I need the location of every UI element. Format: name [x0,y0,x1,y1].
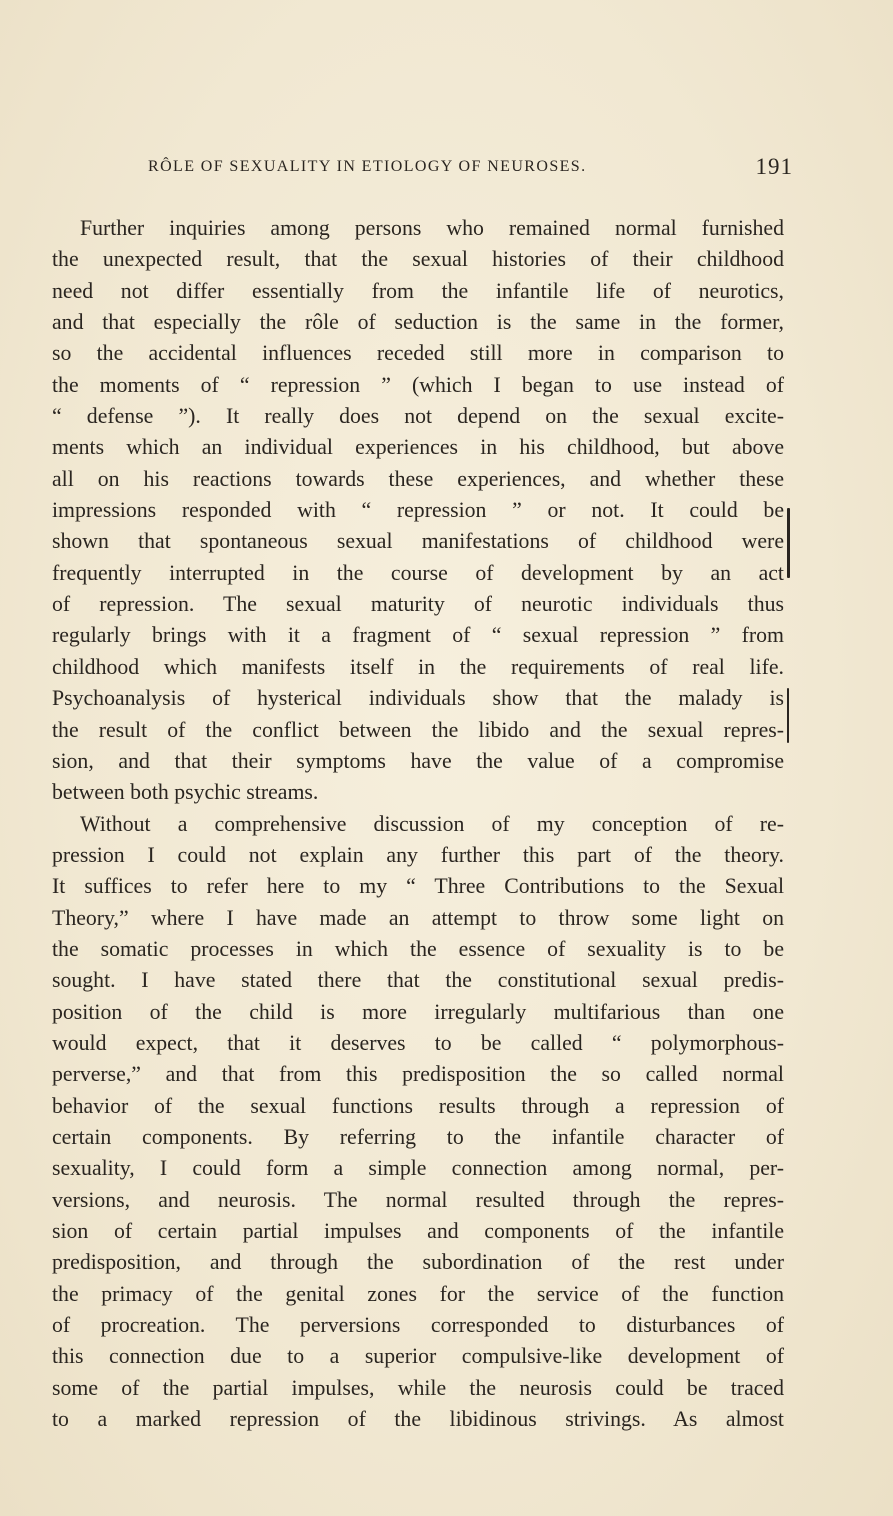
text-line: the primacy of the genital zones for the service of the function [52,1281,784,1306]
text-line: “ defense ”). It really does not depend on the sexual excite- [52,404,784,429]
text-line: so the accidental influences receded still more in comparison to [52,341,784,366]
text-line: position of the child is more irregularly multifarious than one [52,999,784,1024]
text-line: Further inquiries among persons who remained normal furnished [80,216,784,240]
text-line: to a marked repression of the libidinous strivings. As almost [52,1407,784,1432]
text-line: sexuality, I could form a simple connection among normal, per- [52,1156,784,1181]
text-line: the result of the conflict between the libido and the sexual repres- [52,717,784,742]
text-line: the somatic processes in which the essence of sexuality is to be [52,936,784,961]
margin-pencil-mark [787,508,790,578]
text-line: Theory,” where I have made an attempt to throw some light on [52,905,784,930]
text-line: some of the partial impulses, while the neurosis could be traced [52,1375,784,1400]
text-line: certain components. By referring to the infantile character of [52,1124,784,1149]
text-line: regularly brings with it a fragment of “ sexual repression ” from [52,623,784,648]
margin-pencil-mark [787,688,789,743]
running-head-title: RÔLE OF SEXUALITY IN ETIOLOGY OF NEUROSES. [148,158,587,175]
text-line: the unexpected result, that the sexual histories of their childhood [52,247,784,272]
text-line: between both psychic streams. [52,780,319,805]
text-line: Psychoanalysis of hysterical individuals show that the malady is [52,686,784,711]
text-line: shown that spontaneous sexual manifestations of childhood were [52,529,784,554]
text-line: frequently interrupted in the course of development by an act [52,560,784,585]
text-line: ments which an individual experiences in his childhood, but above [52,435,784,460]
text-line: Without a comprehensive discussion of my conception of re- [80,811,784,836]
text-line: and that especially the rôle of seduction is the same in the former, [52,310,784,335]
paragraph-2 [52,809,784,1436]
text-line: sought. I have stated there that the constitutional sexual predis- [52,968,784,993]
page-number: 191 [755,154,793,179]
text-line: this connection due to a superior compulsive-like development of [52,1344,784,1369]
text-line: impressions responded with “ repression ” or not. It could be [52,498,784,523]
text-line: need not differ essentially from the infantile life of neurotics, [52,278,784,303]
text-line: behavior of the sexual functions results through a repression of [52,1093,784,1118]
text-line: It suffices to refer here to my “ Three Contributions to the Sexual [52,874,784,899]
running-head [148,150,793,190]
body-text [52,213,784,1435]
text-line: all on his reactions towards these experiences, and whether these [52,466,784,491]
text-line: of repression. The sexual maturity of neurotic individuals thus [52,592,784,617]
text-line: versions, and neurosis. The normal resulted through the repres- [52,1187,784,1212]
text-line: sion, and that their symptoms have the value of a compromise [52,748,784,773]
text-line: predisposition, and through the subordination of the rest under [52,1250,784,1275]
text-line: childhood which manifests itself in the requirements of real life. [52,654,784,679]
text-line: perverse,” and that from this predisposition the so called normal [52,1062,784,1087]
paragraph-1 [52,213,784,809]
text-line: pression I could not explain any further this part of the theory. [52,842,784,867]
text-line: the moments of “ repression ” (which I began to use instead of [52,372,784,397]
text-line: would expect, that it deserves to be called “ polymorphous- [52,1030,784,1055]
text-line: sion of certain partial impulses and components of the infantile [52,1219,784,1243]
text-line: of procreation. The perversions corresponded to disturbances of [52,1313,784,1338]
